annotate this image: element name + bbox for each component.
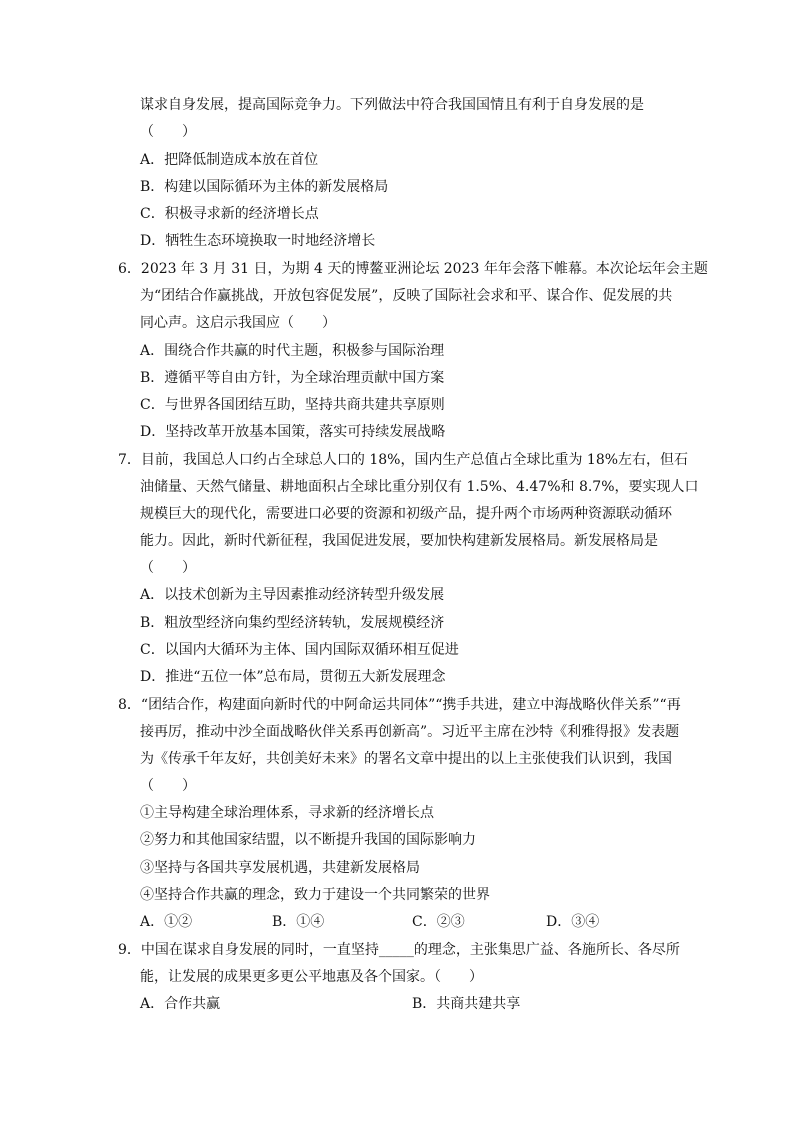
q6-stem-line-2: 为“团结合作赢挑战，开放包容促发展”，反映了国际社会求和平、谋合作、促发展的共 xyxy=(140,288,673,304)
q7-stem-line-2: 油储量、天然气储量、耕地面积占全球比重分别仅有 1.5%、4.47%和 8.7%，要实现人口 xyxy=(140,479,699,495)
q8-statement-1: ①主导构建全球治理体系，寻求新的经济增长点 xyxy=(140,805,434,821)
q9-stem-line-1: 9．中国在谋求自身发展的同时，一直坚持_____的理念，主张集思广益、各施所长、各尽所 xyxy=(118,942,680,958)
q7-option-a: A．以技术创新为主导因素推动经济转型升级发展 xyxy=(140,587,445,603)
q7-answer-blank: （ ） xyxy=(140,560,196,576)
q5-answer-blank: （ ） xyxy=(140,124,196,140)
q7-stem-line-4: 能力。因此，新时代新征程，我国促进发展，要加快构建新发展格局。新发展格局是 xyxy=(140,533,658,549)
q8-stem-line-3: 为《传承千年友好，共创美好未来》的署名文章中提出的以上主张使我们认识到，我国 xyxy=(140,751,672,767)
q8-statement-2: ②努力和其他国家结盟，以不断提升我国的国际影响力 xyxy=(140,832,476,848)
q8-option-a: A．①② xyxy=(140,914,193,930)
q7-option-c: C．以国内大循环为主体、国内国际双循环相互促进 xyxy=(140,642,459,658)
q9-option-a: A．合作共赢 xyxy=(140,996,221,1012)
q7-option-d: D．推进“五位一体”总布局，贯彻五大新发展理念 xyxy=(140,669,446,685)
q6-option-c: C．与世界各国团结互助，坚持共商共建共享原则 xyxy=(140,397,445,413)
q6-option-d: D．坚持改革开放基本国策，落实可持续发展战略 xyxy=(140,424,446,440)
q8-stem-line-2: 接再厉，推动中沙全面战略伙伴关系再创新高”。习近平主席在沙特《利雅得报》发表题 xyxy=(140,724,680,740)
q9-stem-line-2: 能，让发展的成果更多更公平地惠及各个国家。（ ） xyxy=(140,969,483,985)
q7-option-b: B．粗放型经济向集约型经济转轨，发展规模经济 xyxy=(140,615,445,631)
q8-option-c: C．②③ xyxy=(412,914,465,930)
q6-stem-line-1: 6．2023 年 3 月 31 日，为期 4 天的博鳌亚洲论坛 2023 年年会落下帷幕。本次论坛年会主题 xyxy=(118,261,708,277)
q5-stem-continuation: 谋求自身发展，提高国际竞争力。下列做法中符合我国国情且有利于自身发展的是 xyxy=(140,97,644,113)
q8-statement-4: ④坚持合作共赢的理念，致力于建设一个共同繁荣的世界 xyxy=(140,887,490,903)
q6-option-a: A．围绕合作共赢的时代主题，积极参与国际治理 xyxy=(140,343,445,359)
q5-option-b: B．构建以国际循环为主体的新发展格局 xyxy=(140,179,389,195)
q7-stem-line-3: 规模巨大的现代化，需要进口必要的资源和初级产品，提升两个市场两种资源联动循环 xyxy=(140,506,672,522)
q8-statement-3: ③坚持与各国共享发展机遇，共建新发展格局 xyxy=(140,860,420,876)
q8-answer-blank: （ ） xyxy=(140,778,196,794)
q8-option-d: D．③④ xyxy=(546,914,600,930)
q6-option-b: B．遵循平等自由方针，为全球治理贡献中国方案 xyxy=(140,370,445,386)
q6-stem-line-3: 同心声。这启示我国应（ ） xyxy=(140,315,336,331)
q8-option-b: B．①④ xyxy=(272,914,325,930)
q5-option-a: A．把降低制造成本放在首位 xyxy=(140,152,319,168)
q9-option-b: B．共商共建共享 xyxy=(412,996,521,1012)
q5-option-d: D．牺牲生态环境换取一时地经济增长 xyxy=(140,233,376,249)
q8-stem-line-1: 8．“团结合作，构建面向新时代的中阿命运共同体”“携手共进，建立中海战略伙伴关系”“再 xyxy=(118,697,681,713)
q7-stem-line-1: 7．目前，我国总人口约占全球总人口的 18%，国内生产总值占全球比重为 18%左右，但石 xyxy=(118,452,689,468)
q5-option-c: C．积极寻求新的经济增长点 xyxy=(140,206,319,222)
